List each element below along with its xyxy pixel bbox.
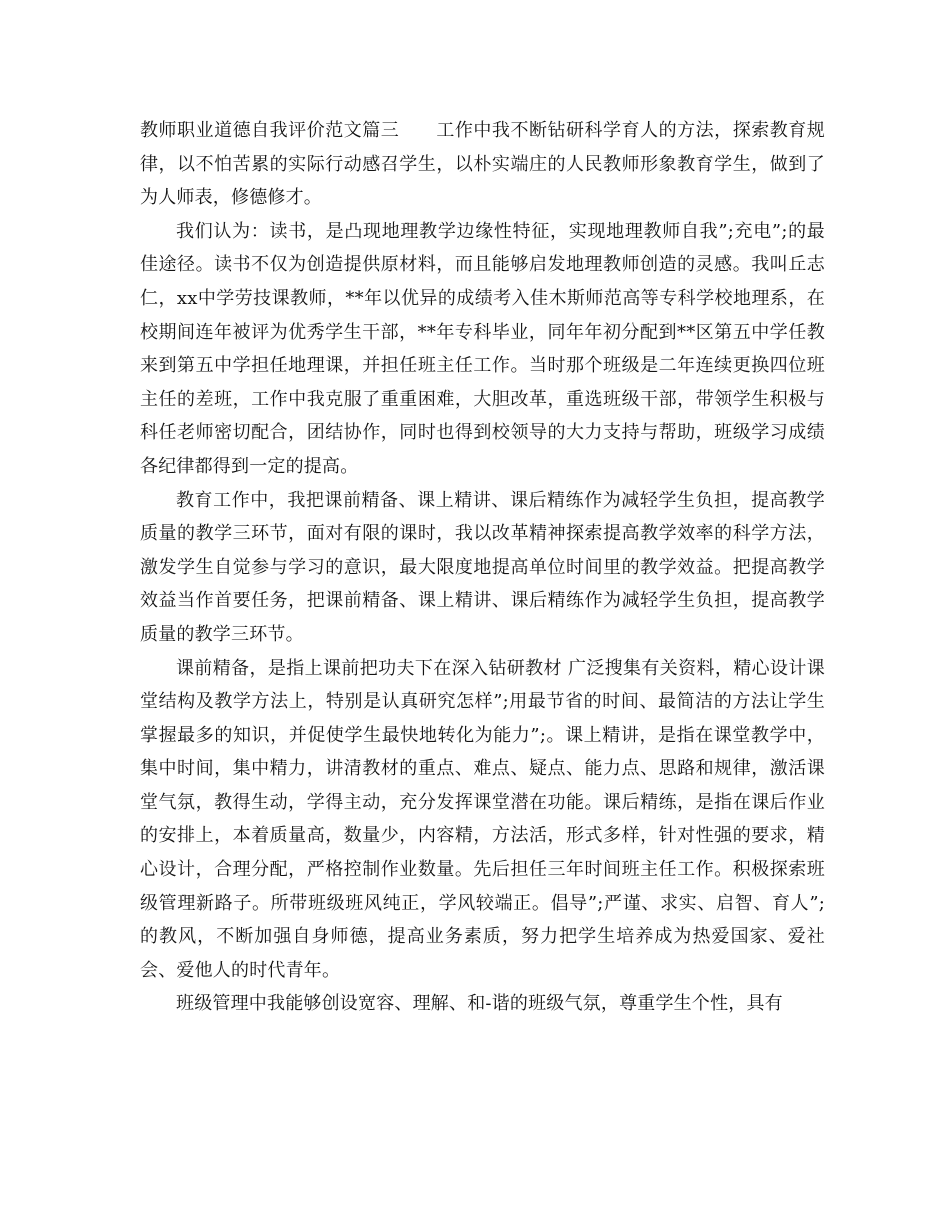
document-body [140,114,825,1021]
paragraph-3: 教育工作中，我把课前精备、课上精讲、课后精练作为减轻学生负担，提高教学质量的教学三环节，面对有限的课时，我以改革精神探索提高教学效率的科学方法，激发学生自觉参与学习的意识，最大限度地提高单位时间里的教学效益。把提高教学效益当作首要任务，把课前精备、课上精讲、课后精练作为减轻学生负担，提高教学质量的教学三环节。 [140,489,825,645]
paragraph-2: 我们认为：读书，是凸现地理教学边缘性特征，实现地理教师自我”;充电”;的最佳途径。读书不仅为创造提供原材料，而且能够启发地理教师创造的灵感。我叫丘志仁，xx中学劳技课教师，**年以优异的成绩考入佳木斯师范高等专科学校地理系，在校期间连年被评为优秀学生干部，**年专科毕业，同年年初分配到**区第五中学任教来到第五中学担任地理课，并担任班主任工作。当时那个班级是二年连续更换四位班主任的差班，工作中我克服了重重困难，大胆改革，重选班级干部，带领学生积极与科任老师密切配合，团结协作，同时也得到校领导的大力支持与帮助，班级学习成绩各纪律都得到一定的提高。 [140,220,825,477]
paragraph-1: 教师职业道德自我评价范文篇三 工作中我不断钻研科学育人的方法，探索教育规律，以不怕苦累的实际行动感召学生，以朴实端庄的人民教师形象教育学生，做到了为人师表，修德修才。 [140,120,825,209]
paragraph-5: 班级管理中我能够创设宽容、理解、和-谐的班级气氛，尊重学生个性，具有 [176,993,783,1015]
paragraph-4: 课前精备，是指上课前把功夫下在深入钻研教材 广泛搜集有关资料，精心设计课堂结构及教学方法上，特别是认真研究怎样”;用最节省的时间、最简洁的方法让学生掌握最多的知识，并促使学生最快地转化为能力”;。课上精讲，是指在课堂教学中，集中时间，集中精力，讲清教材的重点、难点、疑点、能力点、思路和规律，激活课堂气氛，教得生动，学得主动，充分发挥课堂潜在功能。课后精练，是指在课后作业的安排上，本着质量高，数量少，内容精，方法活，形式多样，针对性强的要求，精心设计，合理分配，严格控制作业数量。先后担任三年时间班主任工作。积极探索班级管理新路子。所带班级班风纯正，学风较端正。倡导”;严谨、求实、启智、育人”;的教风，不断加强自身师德，提高业务素质，努力把学生培养成为热爱国家、爱社会、爱他人的时代青年。 [140,657,825,981]
